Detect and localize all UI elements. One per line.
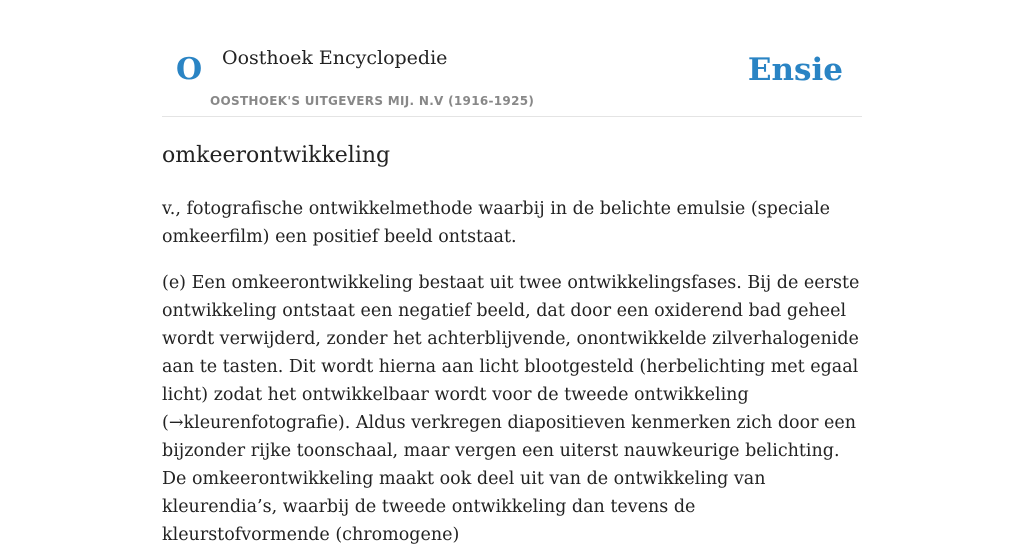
source-header [162, 0, 862, 117]
publisher-line: OOSTHOEK'S UITGEVERS MIJ. N.V (1916-1925) [210, 94, 535, 108]
ensie-logo-link[interactable]: Ensie [747, 52, 843, 88]
source-logo[interactable]: O [176, 52, 203, 87]
entry-headword: omkeerontwikkeling [162, 143, 391, 168]
entry-paragraph-explanation: (e) Een omkeerontwikkeling bestaat uit twee ontwikkelingsfases. Bij de eerste ontwikkeling ontstaat een negatief beeld, dat door een oxiderend bad geheel wordt verwijderd, zonder het achterblijvende, onontwikkelde zilverhalogenide aan te tasten. Dit wordt hierna aan licht blootgesteld (herbelichting met egaal licht) zodat het ontwikkelbaar wordt voor de tweede ontwikkeling (→kleurenfotografie). Aldus verkregen diapositieven kenmerken zich door een bijzonder rijke toonschaal, maar vergen een uiterst nauwkeurige belichting. De omkeerontwikkeling maakt ook deel uit van de ontwikkeling van kleurendia’s, waarbij de tweede ontwikkeling dan tevens de kleurstofvormende (chromogene) [162, 273, 860, 545]
entry-paragraph-definition: v., fotografische ontwikkelmethode waarbij in de belichte emulsie (speciale omkeerfilm) een positief beeld ontstaat. [162, 199, 831, 247]
page [162, 0, 862, 545]
entry-body [162, 195, 862, 549]
publication-title[interactable]: Oosthoek Encyclopedie [222, 47, 448, 69]
